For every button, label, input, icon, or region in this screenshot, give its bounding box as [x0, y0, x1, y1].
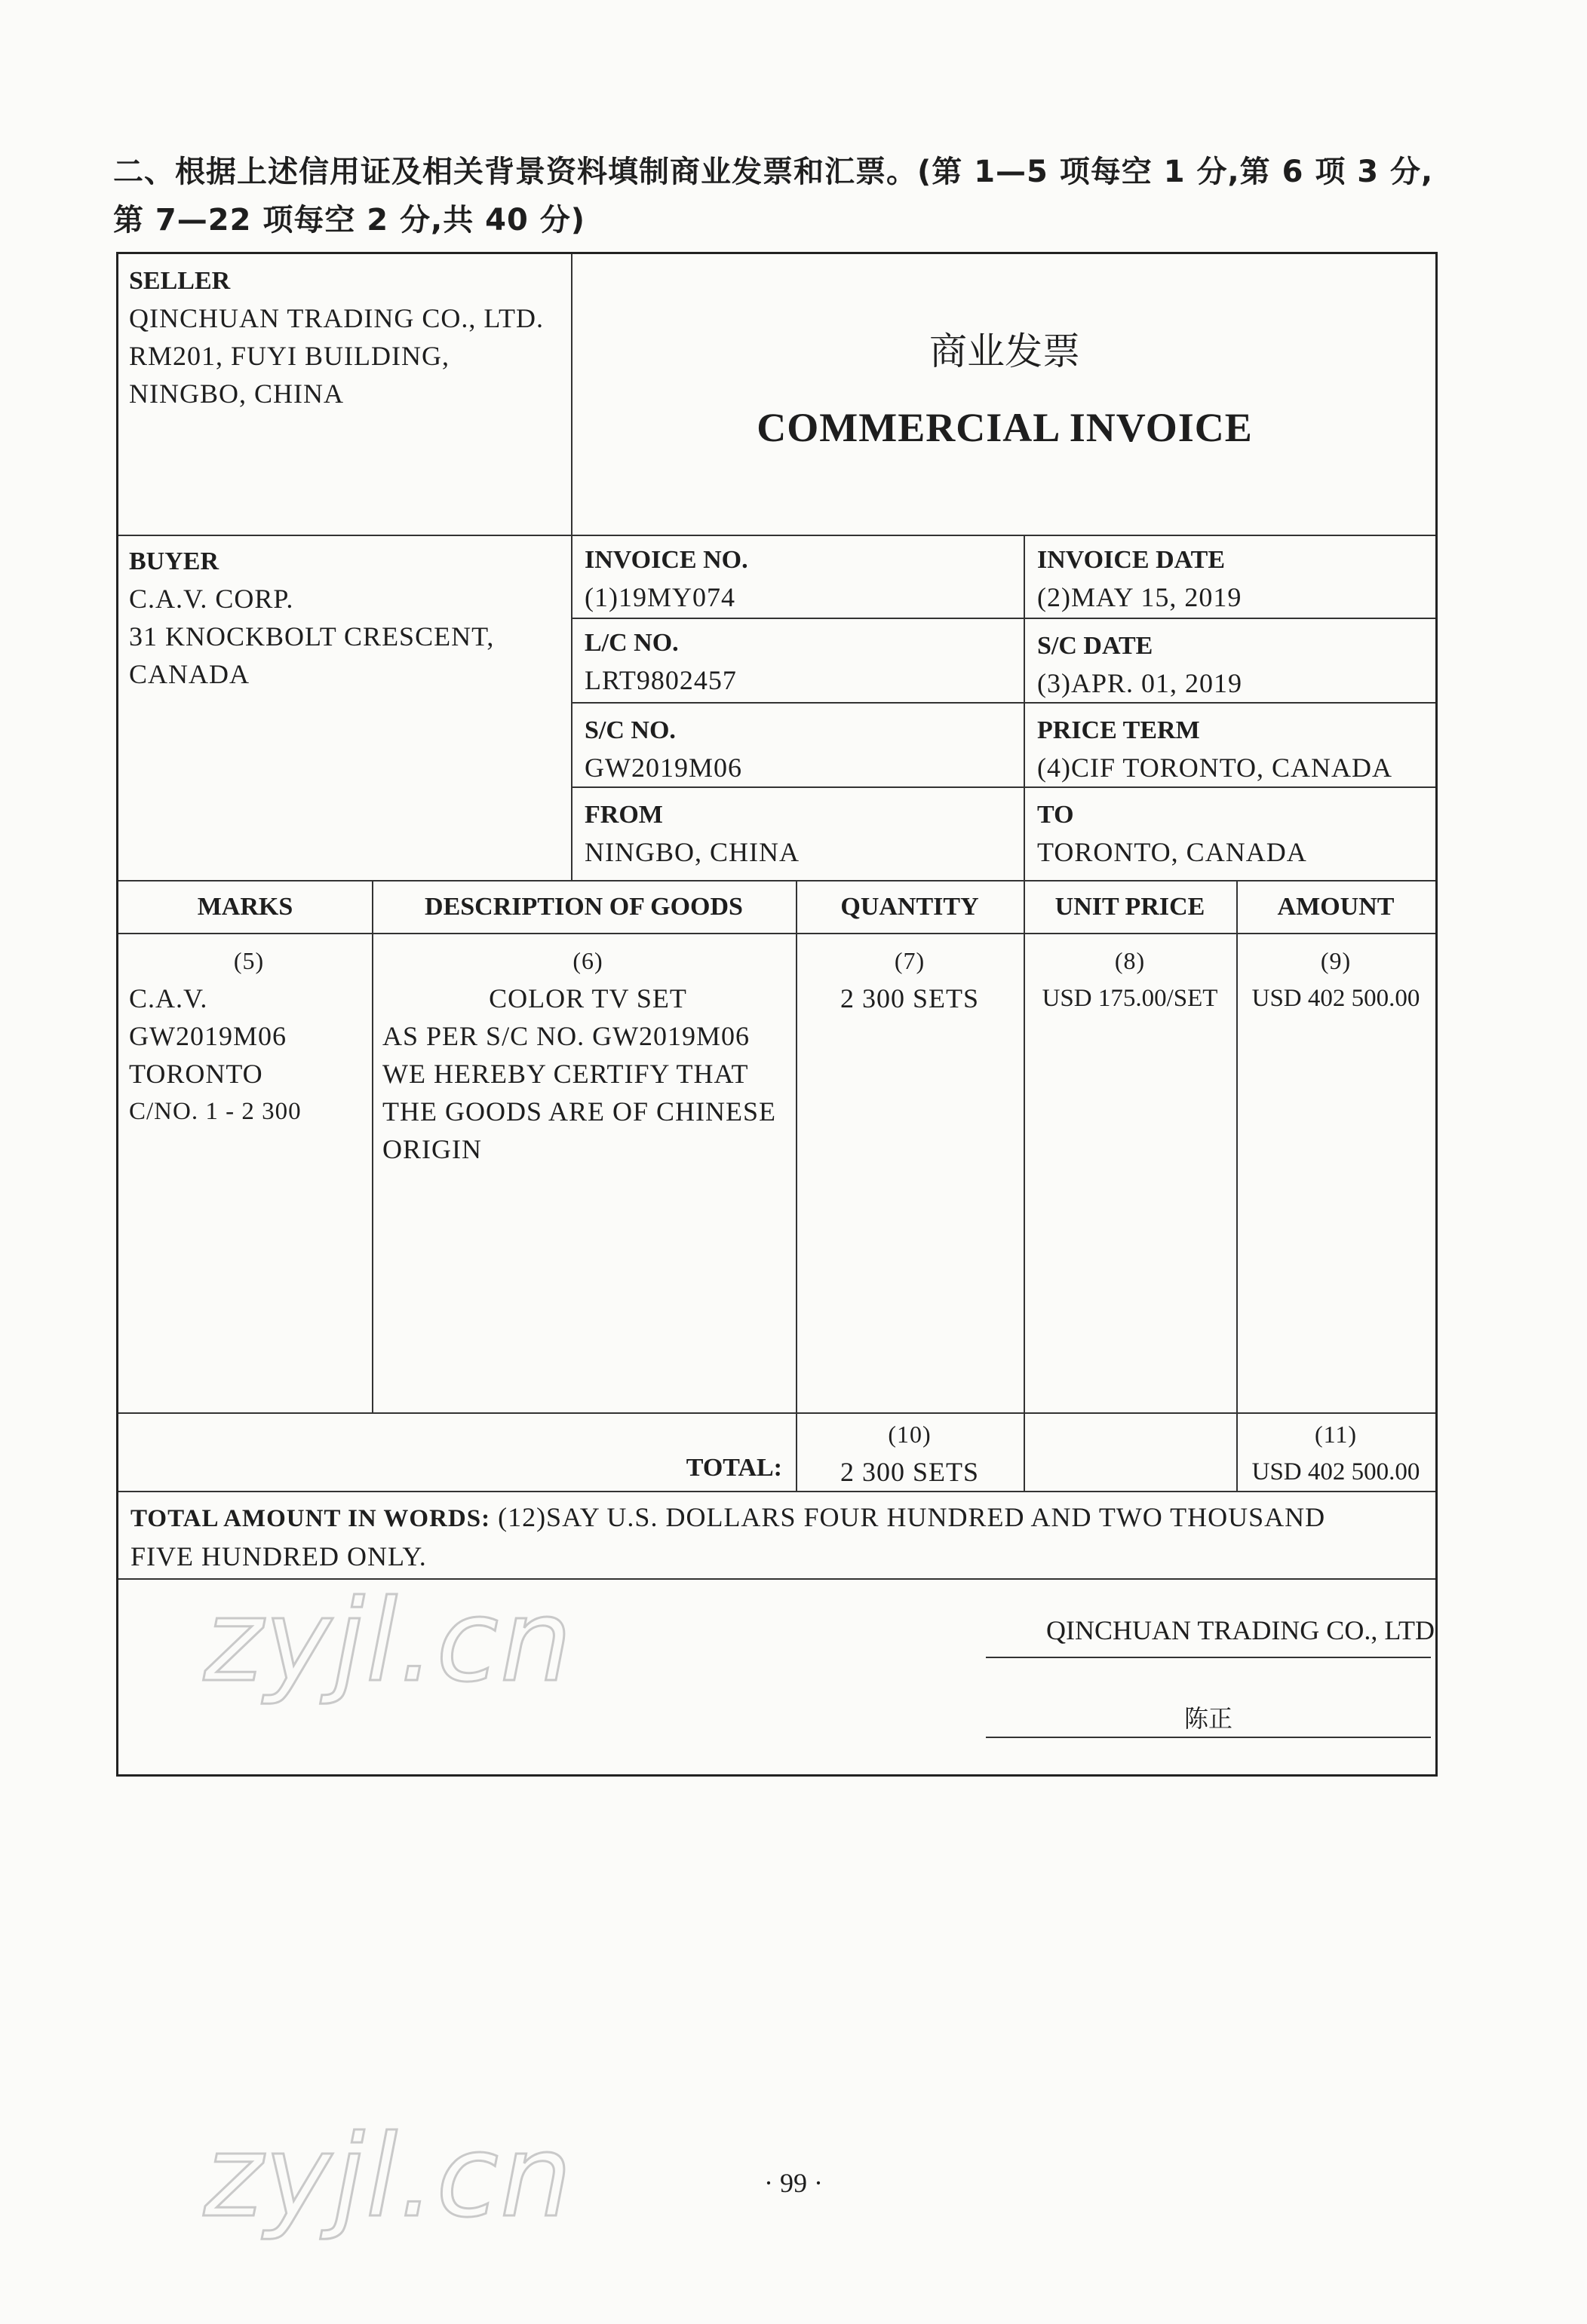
unit-price-value: USD 175.00/SET: [1042, 985, 1218, 1012]
seller-label: SELLER: [129, 267, 231, 295]
invoice-date-value: (2)MAY 15, 2019: [1037, 582, 1242, 612]
lc-no-field: [585, 625, 1018, 699]
total-label: TOTAL:: [686, 1454, 782, 1482]
divider: [571, 786, 1435, 788]
sc-date-label: S/C DATE: [1037, 632, 1153, 660]
marks-cell: [129, 942, 369, 1130]
unit-price-cell: [1024, 942, 1236, 1017]
invoice-title-english: COMMERCIAL INVOICE: [757, 405, 1253, 450]
total-amount-number: (11): [1314, 1421, 1358, 1448]
lc-no-value: LRT9802457: [585, 665, 737, 695]
quantity-number: (7): [894, 947, 925, 974]
seller-city: NINGBO, CHINA: [129, 379, 344, 409]
invoice-no-label: INVOICE NO.: [585, 546, 748, 574]
amount-in-words: [130, 1498, 1428, 1575]
invoice-no-value: (1)19MY074: [585, 582, 735, 612]
seller-name: QINCHUAN TRADING CO., LTD.: [129, 303, 545, 333]
amount-in-words-text: (12)SAY U.S. DOLLARS FOUR HUNDRED AND TWO THOUSAND: [498, 1502, 1326, 1532]
amount-value: USD 402 500.00: [1251, 985, 1420, 1012]
seller-cell: [129, 263, 566, 412]
description-number: (6): [572, 947, 603, 974]
description-cell: [382, 942, 794, 1168]
divider: [118, 880, 1435, 881]
description-column-header: DESCRIPTION OF GOODS: [425, 893, 743, 921]
marks-line: GW2019M06: [129, 1021, 287, 1051]
invoice-date-field: [1037, 542, 1433, 616]
from-label: FROM: [585, 801, 663, 829]
buyer-country: CANADA: [129, 659, 250, 689]
signature-line: [986, 1737, 1431, 1738]
signatory-underline: [986, 1657, 1431, 1658]
description-line: AS PER S/C NO. GW2019M06: [382, 1021, 751, 1051]
divider: [571, 702, 1435, 704]
lc-no-label: L/C NO.: [585, 629, 679, 657]
amount-in-words-continued: FIVE HUNDRED ONLY.: [130, 1541, 427, 1571]
commercial-invoice-form: [116, 252, 1438, 1777]
seller-address: RM201, FUYI BUILDING,: [129, 341, 450, 371]
marks-number: (5): [233, 947, 265, 974]
buyer-label: BUYER: [129, 547, 219, 575]
sc-date-field: [1037, 628, 1433, 702]
signature: 陈正: [1183, 1704, 1232, 1733]
buyer-address: 31 KNOCKBOLT CRESCENT,: [129, 621, 495, 652]
quantity-column-header: QUANTITY: [840, 893, 979, 921]
buyer-name: C.A.V. CORP.: [129, 584, 294, 614]
page-number: · 99 ·: [764, 2168, 823, 2198]
amount-in-words-label: TOTAL AMOUNT IN WORDS:: [130, 1505, 491, 1532]
amount-in-words-line: [130, 1498, 1428, 1538]
sc-no-value: GW2019M06: [585, 753, 742, 783]
sc-no-field: [585, 713, 1018, 786]
divider: [118, 1491, 1435, 1492]
watermark: zyjl.cn: [204, 2111, 574, 2243]
sc-no-label: S/C NO.: [585, 716, 676, 744]
price-term-label: PRICE TERM: [1037, 716, 1200, 744]
amount-column-header: AMOUNT: [1277, 893, 1395, 921]
amount-number: (9): [1320, 947, 1352, 974]
invoice-no-field: [585, 542, 1018, 616]
marks-line: TORONTO: [129, 1059, 263, 1089]
sc-date-value: (3)APR. 01, 2019: [1037, 668, 1243, 698]
exercise-heading: 二、根据上述信用证及相关背景资料填制商业发票和汇票。(第 1—5 项每空 1 分,第 6 项 3 分,第 7—22 项每空 2 分,共 40 分): [113, 155, 1434, 238]
marks-line: C/NO. 1 - 2 300: [129, 1098, 302, 1125]
total-quantity-number: (10): [888, 1421, 932, 1448]
to-value: TORONTO, CANADA: [1037, 837, 1307, 867]
marks-line: C.A.V.: [129, 983, 208, 1013]
price-term-field: [1037, 713, 1433, 786]
divider: [118, 535, 1435, 536]
total-quantity-value: 2 300 SETS: [840, 1457, 980, 1487]
unit-price-number: (8): [1114, 947, 1146, 974]
quantity-value: 2 300 SETS: [840, 983, 980, 1013]
from-value: NINGBO, CHINA: [585, 837, 800, 867]
from-field: [585, 797, 1018, 871]
invoice-title-chinese: 商业发票: [929, 330, 1080, 373]
divider: [372, 880, 373, 1412]
description-line: WE HEREBY CERTIFY THAT: [382, 1059, 749, 1089]
amount-cell: [1236, 942, 1435, 1017]
total-amount-value: USD 402 500.00: [1251, 1458, 1420, 1485]
marks-column-header: MARKS: [197, 893, 293, 921]
invoice-date-label: INVOICE DATE: [1037, 546, 1226, 574]
total-amount-cell: [1236, 1415, 1435, 1491]
price-term-value: (4)CIF TORONTO, CANADA: [1037, 753, 1393, 783]
total-quantity-cell: [796, 1415, 1024, 1491]
divider: [1024, 535, 1025, 881]
watermark: zyjl.cn: [204, 1576, 574, 1707]
description-line: ORIGIN: [382, 1134, 482, 1164]
divider: [118, 933, 1435, 934]
divider: [118, 1412, 1435, 1414]
signatory-company: QINCHUAN TRADING CO., LTD: [1045, 1615, 1435, 1645]
quantity-cell: [796, 942, 1024, 1017]
goods-name: COLOR TV SET: [489, 983, 687, 1013]
to-label: TO: [1037, 801, 1074, 829]
divider: [571, 618, 1435, 619]
to-field: [1037, 797, 1433, 871]
buyer-cell: [129, 544, 566, 693]
unit-price-column-header: UNIT PRICE: [1054, 893, 1205, 921]
description-line: THE GOODS ARE OF CHINESE: [382, 1096, 777, 1127]
